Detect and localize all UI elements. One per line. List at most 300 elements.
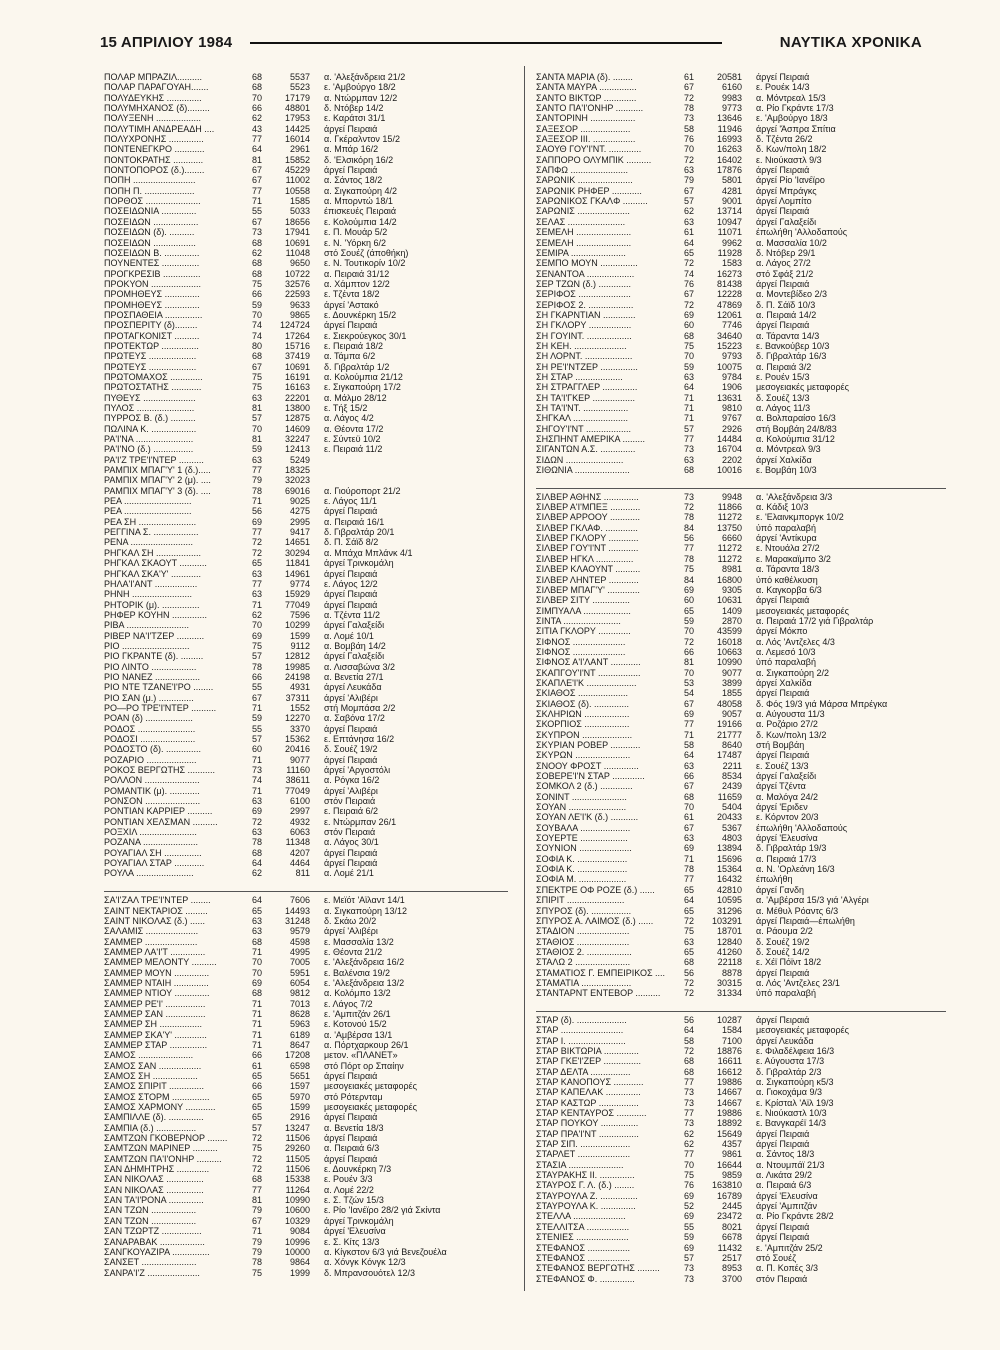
build-year: 70: [683, 144, 694, 155]
tonnage: 32247: [284, 434, 310, 445]
ship-status: ε. Νιούκαστλ 9/3: [756, 154, 822, 165]
tonnage: 15929: [284, 589, 310, 600]
tonnage: 20416: [284, 744, 310, 755]
ship-status: δ. Φός 19/3 γιά Μάρσα Μπρέγκα: [756, 698, 888, 709]
tonnage: 17487: [716, 750, 742, 761]
ship-row: [104, 713, 508, 723]
tonnage: 14961: [284, 568, 310, 579]
ship-status: στό Σουέζ: [756, 1252, 797, 1263]
ship-name: ΣΑΝ ΤΖΩΝ ..................: [104, 1205, 197, 1216]
ship-row: [536, 134, 946, 144]
ship-status: ε. Σύντεϋ 10/2: [324, 434, 381, 445]
ship-status: δ. Γιβραλτάρ 16/3: [756, 351, 827, 362]
ship-name: ΣΗ ΓΟΥΙΝΤ. ..................: [536, 330, 632, 341]
tonnage: 19166: [716, 719, 742, 730]
ship-row: [536, 1046, 946, 1056]
ship-status: α. Βενετία 18/3: [324, 1122, 384, 1133]
ship-status: δ. Γιβραλτάρ 20/1: [324, 527, 395, 538]
build-year: 65: [683, 247, 694, 258]
ship-row: [536, 186, 946, 196]
tonnage: 19886: [716, 1077, 742, 1087]
build-year: 66: [683, 771, 694, 782]
ship-status: δ. Κων/πολη 13/2: [756, 729, 827, 740]
ship-row: [104, 579, 508, 589]
group-gap: [104, 879, 508, 889]
tonnage: 5404: [721, 802, 742, 813]
tonnage: 9793: [721, 351, 742, 362]
build-year: 64: [683, 237, 694, 248]
build-year: 68: [683, 1066, 694, 1077]
ship-status: ε. Μαρακαϊμπο 3/2: [756, 553, 831, 564]
build-year: 68: [683, 791, 694, 802]
ship-row: [536, 206, 946, 216]
ship-name: ΣΑΜΠΙΑ (δ.) ................: [104, 1122, 197, 1133]
tonnage: 14493: [284, 905, 310, 916]
tonnage: 1584: [721, 1025, 742, 1036]
ship-name: ΣΕΡΙΦΟΣ .....................: [536, 289, 631, 300]
ship-status: α. Ράουμα 2/2: [756, 926, 813, 937]
ship-row: [536, 124, 946, 134]
build-year: 66: [251, 103, 262, 114]
build-year: 75: [251, 382, 262, 393]
ship-name: ΠΡΩΤΟΜΑΧΟΣ .............: [104, 371, 203, 382]
tonnage: 10996: [284, 1236, 310, 1247]
ship-name: ΣΠΙΡΙΤ .......................: [536, 895, 625, 906]
ship-row: [536, 709, 946, 719]
ship-name: ΡΙΟ ΝΑΝΕΖ ..................: [104, 671, 201, 682]
tonnage: 18325: [284, 465, 310, 476]
ship-name: ΣΚΥΡΙΑΝ ΡΟΒΕΡ ............: [536, 740, 641, 750]
build-year: 62: [251, 113, 262, 124]
tonnage: 4598: [289, 936, 310, 947]
tonnage: 15649: [716, 1128, 742, 1139]
ship-row: [536, 688, 946, 698]
build-year: 60: [683, 595, 694, 606]
build-year: 77: [683, 434, 694, 445]
ship-name: ΠΟΝΤΟΠΟΡΟΣ (δ.)........: [104, 165, 205, 176]
ship-status: άργεί Μόκπο: [756, 626, 808, 637]
tonnage: 5963: [289, 1019, 310, 1030]
build-year: 75: [683, 1170, 694, 1181]
ship-row: [536, 227, 946, 237]
ship-name: ΣΑΜΜΕΡ ΣΗ .................: [104, 1019, 202, 1030]
ship-row: [104, 1081, 508, 1091]
ship-row: [104, 238, 508, 248]
ship-status: άργεί Πειραιά—έπωλήθη: [756, 915, 855, 926]
ship-row: [104, 796, 508, 806]
ship-status: άργεί 'Αντίκυρα: [756, 533, 817, 544]
tonnage: 48058: [716, 698, 742, 709]
build-year: 52: [683, 1201, 694, 1212]
ship-name: ΡΟΝΤΙΑΝ ΧΕΛΣΜΑΝ ..........: [104, 816, 218, 827]
ship-name: ΣΙΛΒΕΡ ΚΛΑΟΥΝΤ ..........: [536, 564, 641, 575]
ship-row: [536, 351, 946, 361]
ship-status: α. Βομβάη 14/2: [324, 640, 386, 651]
tonnage: 11432: [717, 1242, 742, 1253]
build-year: 57: [251, 734, 262, 744]
ship-name: ΣΑΜΟΣ ΣΤΟΡΜ ...............: [104, 1091, 210, 1102]
ship-status: ύπό παραλαβή: [756, 988, 816, 999]
build-year: 71: [683, 853, 694, 864]
ship-row: [536, 144, 946, 154]
ship-row: [104, 848, 508, 858]
build-year: 61: [251, 1060, 262, 1071]
ship-row: [536, 269, 946, 279]
tonnage: 7746: [721, 320, 742, 331]
ship-row: [104, 1061, 508, 1071]
ship-name: ΣΤΕΛΛΙΤΣΑ .................: [536, 1221, 630, 1232]
ship-row: [536, 812, 946, 822]
build-year: 76: [683, 1180, 694, 1191]
ship-name: ΣΗ ΡΕ'Ι'ΝΤΖΕΡ ...............: [536, 361, 638, 372]
tonnage: 11866: [717, 502, 742, 513]
ship-row: [536, 258, 946, 268]
tonnage: 16789: [716, 1190, 742, 1201]
build-year: 69: [251, 630, 262, 641]
build-year: 74: [251, 320, 262, 331]
tonnage: 34640: [716, 330, 742, 341]
build-year: 55: [251, 723, 262, 734]
ship-status: άργεί Πειραιά: [324, 568, 378, 579]
ship-status: α. Μόντρεαλ 15/3: [756, 92, 826, 103]
ship-name: ΠΟΛΥΤΙΜΗ ΑΝΔΡΕΑΔΗ ....: [104, 123, 215, 134]
ship-status: ε. Ν. 'Υόρκη 6/2: [324, 237, 387, 248]
tonnage: 5651: [289, 1071, 310, 1081]
ship-row: [536, 606, 946, 616]
ship-status: α. Λάγος 27/2: [756, 258, 811, 269]
build-year: 77: [683, 1149, 694, 1160]
ship-status: ε. Βανγκαρέϊ 14/3: [756, 1118, 826, 1129]
ship-status: άργεί Πειραιά: [756, 278, 810, 289]
tonnage: 37311: [285, 692, 310, 703]
ship-status: α. Λικάτα 29/2: [756, 1170, 812, 1181]
build-year: 55: [251, 682, 262, 693]
ship-status: άργεί Πειραιά: [324, 320, 378, 331]
ship-status: άργεί Πειραιά: [324, 723, 378, 734]
ship-row: [536, 626, 946, 636]
ship-row: [104, 341, 508, 351]
tonnage: 10595: [716, 895, 742, 906]
ship-row: [104, 558, 508, 568]
ship-name: ΣΑΡΩΝΙΣ .....................: [536, 206, 630, 217]
ship-status: στή Βομβάη: [756, 740, 805, 750]
build-year: 67: [251, 165, 262, 176]
tonnage: 19886: [716, 1108, 742, 1119]
ship-row: [104, 672, 508, 682]
ship-status: α. Πειραιά 31/12: [324, 268, 390, 279]
tonnage: 9773: [721, 103, 742, 114]
ship-status: ε. Βαλένσια 19/2: [324, 967, 391, 978]
ship-row: [104, 1019, 508, 1029]
tonnage: 1855: [721, 688, 742, 699]
ship-row: [536, 331, 946, 341]
tonnage: 7606: [289, 895, 310, 906]
ship-status: άργεί Πειραιά: [756, 750, 810, 761]
ship-row: [536, 1067, 946, 1077]
tonnage: 17941: [284, 227, 310, 238]
ship-row: [536, 874, 946, 884]
ship-status: δ. Γιβραλτάρ 19/3: [756, 843, 827, 854]
ship-name: ΣΤΕΦΑΝΟΣ .................: [536, 1252, 631, 1263]
ship-status: α. Σιγκαπούρη 13/12: [324, 905, 408, 916]
build-year: 53: [683, 677, 694, 688]
tonnage: 15716: [284, 340, 310, 351]
ship-name: ΣΑΜΜΕΡ ΡΕ'Ι' ................: [104, 998, 206, 1009]
ship-name: ΣΤΑΔΙΟΝ .....................: [536, 926, 630, 937]
ship-status: α. Λάγος 11/3: [756, 403, 811, 413]
ship-name: ΡΟΥΑΓΙΑΛ ΣΗ ...............: [104, 847, 202, 858]
build-year: 73: [683, 1118, 694, 1129]
ship-row: [104, 1174, 508, 1184]
ship-name: ΣΗ ΓΚΛΟΡΥ .................: [536, 320, 632, 331]
ship-status: ε. Σ. Τζών 15/3: [324, 1195, 384, 1206]
ship-status: α. Σαβόνα 17/2: [324, 713, 385, 724]
build-year: 63: [251, 827, 262, 838]
ship-name: ΣΙΛΒΕΡ ΓΚΛΑΦ. .............: [536, 522, 638, 533]
ship-name: ΣΤΑΡ ΚΑΝΟΠΟΥΣ ............: [536, 1077, 644, 1087]
ship-row: [536, 362, 946, 372]
ship-name: ΣΚΑΠΓΟΥ'Ι'ΝΤ .................: [536, 667, 641, 678]
ship-name: ΣΗΓΟΥ'Ι'ΝΤ ..................: [536, 423, 632, 434]
ship-status: στό Πόρτ ορ Σπαίην: [324, 1060, 404, 1071]
ship-name: ΡΙΒΕΡ ΝΑ'Ι'ΤΖΕΡ ...........: [104, 630, 205, 641]
build-year: 71: [251, 1019, 262, 1030]
tonnage: 2995: [289, 516, 310, 527]
tonnage: 18701: [716, 926, 742, 937]
build-year: 57: [683, 423, 694, 434]
ship-row: [536, 1036, 946, 1046]
tonnage: 31248: [284, 915, 310, 926]
ship-status: α. Λομέ 10/1: [324, 630, 374, 641]
build-year: 74: [251, 775, 262, 786]
ship-row: [104, 1133, 508, 1143]
ship-row: [104, 755, 508, 765]
tonnage: 9112: [290, 640, 310, 651]
ship-status: ε. Σιεκρούεγκος 30/1: [324, 330, 407, 341]
ship-name: ΣΤΕΦΑΝΟΣ ΒΕΡΓΩΤΗΣ .........: [536, 1263, 660, 1274]
ship-status: άργεί Πειραιά: [324, 1133, 378, 1144]
ship-status: άργεί Πειραιά: [324, 858, 378, 869]
ship-name: ΣΗ ΓΚΑΡΝΤΙΑΝ .............: [536, 309, 636, 320]
ship-row: [536, 455, 946, 465]
ship-name: ΣΑΝΤΑ ΜΑΡΙΑ (δ). ........: [536, 72, 633, 82]
ship-name: ΣΑΝ ΝΙΚΟΛΑΣ ...............: [104, 1184, 204, 1195]
ship-status: α. Ροζάριο 27/2: [756, 719, 818, 730]
tonnage: 17953: [284, 113, 310, 124]
tonnage: 1409: [721, 605, 742, 616]
ship-name: ΣΑΜΜΕΡ .....................: [104, 936, 198, 947]
build-year: 64: [251, 144, 262, 155]
tonnage: 15364: [716, 864, 742, 875]
ship-status: άργεί Πειραιά: [756, 72, 810, 82]
ship-status: δ. Τζέντα 26/2: [756, 134, 813, 145]
ship-status: α. Κάδιξ 10/3: [756, 502, 809, 513]
ship-status: α. Γιοκοχάμα 9/3: [756, 1087, 823, 1098]
tonnage: 11928: [717, 247, 742, 258]
ship-status: α. Σάντος 18/2: [324, 175, 383, 186]
ship-status: στόν Πειραιά: [324, 796, 376, 807]
ship-name: ΠΟΛΥΧΡΟΝΗΣ ..............: [104, 134, 204, 145]
ship-row: [536, 647, 946, 657]
tonnage: 48801: [284, 103, 310, 114]
ship-row: [536, 217, 946, 227]
ship-status: ε. Δουνκέρκη 7/3: [324, 1164, 392, 1175]
build-year: 71: [251, 196, 262, 207]
ship-row: [536, 678, 946, 688]
ship-row: [104, 693, 508, 703]
group-rule: [104, 891, 508, 892]
build-year: 69: [251, 806, 262, 817]
tonnage: 16644: [716, 1159, 742, 1170]
ship-row: [104, 868, 508, 878]
ship-row: [104, 1257, 508, 1267]
ship-name: ΣΑΜΜΕΡ ΣΑΝ ................: [104, 1008, 206, 1019]
ship-status: δ. Ντόβερ 14/2: [324, 103, 384, 114]
ship-row: [536, 434, 946, 444]
ship-status: ε. Χέϊ Πόϊντ 18/2: [756, 957, 822, 968]
ship-status: α. Ρίο Γκράντε 17/3: [756, 103, 834, 114]
ship-name: ΠΥΡΡΟΣ Β. (δ.) ..........: [104, 413, 196, 424]
ship-status: α. Ρίο Γκράντε 28/2: [756, 1211, 834, 1222]
ship-row: [536, 1170, 946, 1180]
ship-status: άργεί Πειραιά: [324, 754, 378, 765]
build-year: 67: [683, 781, 694, 792]
build-year: 70: [251, 967, 262, 978]
ship-status: άργεί Πειραιά: [756, 967, 810, 978]
group-rule: [536, 488, 946, 489]
ship-name: ΣΑΝΤΟ ΠΑ'Ι'ΟΝΗΡ ...........: [536, 103, 644, 114]
ship-name: ΠΟΡΘΟΣ ......................: [104, 196, 201, 207]
tonnage: 8981: [721, 564, 742, 575]
tonnage: 1585: [289, 196, 310, 207]
ship-row: [536, 1243, 946, 1253]
ship-status: άργεί Πειραιά: [324, 1153, 378, 1164]
ship-status: δ. Μπρανσουότελ 12/3: [324, 1267, 415, 1278]
ship-row: [536, 802, 946, 812]
build-year: 74: [251, 330, 262, 341]
tonnage: 5951: [289, 967, 310, 978]
ship-list-left-column: [104, 72, 508, 1278]
tonnage: 5249: [289, 454, 310, 465]
ship-name: ΣΑΜΜΕΡ ΣΚΑ'Υ' .............: [104, 1029, 207, 1040]
ship-name: ΣΙΦΝΟΣ .....................: [536, 636, 626, 647]
ship-status: στό Σφάξ 21/2: [756, 268, 814, 279]
ship-name: ΠΟΣΕΙΔΩΝΙΑ ..............: [104, 206, 197, 217]
ship-name: ΣΤΕΦΑΝΟΣ Φ. ..............: [536, 1273, 635, 1284]
tonnage: 5801: [721, 175, 742, 186]
ship-status: στή Βομβάη 24/8/83: [756, 423, 837, 434]
tonnage: 31296: [716, 905, 742, 916]
ship-row: [536, 554, 946, 564]
tonnage: 6678: [721, 1232, 742, 1243]
build-year: 65: [683, 946, 694, 957]
build-year: 68: [683, 465, 694, 476]
ship-status: στή Μομπάσα 2/2: [324, 702, 396, 713]
tonnage: 4995: [289, 946, 310, 957]
tonnage: 6660: [721, 533, 742, 544]
ship-row: [536, 968, 946, 978]
ship-status: άργεί Πειραιά: [324, 599, 378, 610]
build-year: 72: [683, 92, 694, 103]
ship-status: α. Πειραιά 17/2 γιά Γιβραλτάρ: [756, 615, 874, 626]
ship-status: άργεί 'Άσπρα Σπίτια: [756, 123, 836, 134]
ship-name: ΡΟΔΟΣ .......................: [104, 723, 196, 734]
tonnage: 811: [295, 868, 310, 879]
tonnage: 2517: [721, 1252, 742, 1263]
ship-name: ΡΙΟ ΛΙΝΤΟ ..................: [104, 661, 197, 672]
tonnage: 30294: [284, 547, 310, 558]
ship-status: άργεί 'Αμπιτζάν: [756, 1201, 817, 1212]
tonnage: 9084: [289, 1226, 310, 1237]
ship-row: [536, 372, 946, 382]
tonnage: 10663: [716, 646, 742, 657]
ship-status: άργεί Γανδη: [756, 884, 805, 895]
ship-row: [536, 523, 946, 533]
build-year: 77: [251, 578, 262, 589]
ship-name: ΣΙΛΒΕΡ ΗΓΚΛ ...............: [536, 553, 634, 564]
ship-status: ε. 'Αλεξάνδρεια 13/2: [324, 977, 405, 988]
build-year: 78: [251, 1257, 262, 1268]
tonnage: 17264: [284, 330, 310, 341]
tonnage: 9305: [721, 584, 742, 595]
ship-row: [104, 1050, 508, 1060]
build-year: 62: [683, 1128, 694, 1139]
ship-row: [104, 1216, 508, 1226]
ship-status: άργεί Τρινκομάλη: [324, 558, 394, 569]
ship-status: άργεί Πειραιά: [324, 1112, 378, 1123]
ship-name: ΣΙΦΝΟΣ Α'Ι'ΛΑΝΤ ............: [536, 657, 641, 668]
ship-name: ΡΟΔΟΣΙ ......................: [104, 734, 196, 744]
tonnage: 3370: [289, 723, 310, 734]
ship-name: ΣΑΠΠΟΡΟ ΟΛΥΜΠΙΚ ..........: [536, 154, 652, 165]
ship-status: άργεί Πειραιά: [756, 688, 810, 699]
tonnage: 11505: [285, 1153, 310, 1164]
ship-row: [536, 1129, 946, 1139]
ship-status: α. Ντώρμπαν 12/2: [324, 92, 398, 103]
build-year: 57: [683, 1252, 694, 1263]
ship-name: ΣΗ ΤΑ'Ι'ΓΚΕΡ .................: [536, 392, 635, 403]
ship-name: ΣΑΠΦΩ .......................: [536, 165, 628, 176]
ship-row: [536, 730, 946, 740]
tonnage: 9650: [289, 258, 310, 269]
tonnage: 16018: [716, 636, 742, 647]
ship-row: [104, 926, 508, 936]
tonnage: 11272: [717, 553, 742, 564]
build-year: 68: [251, 237, 262, 248]
tonnage: 5367: [721, 822, 742, 833]
ship-name: ΣΠΥΡΟΣ (δ). ................: [536, 905, 632, 916]
build-year: 68: [251, 936, 262, 947]
build-year: 78: [251, 837, 262, 848]
ship-row: [536, 792, 946, 802]
tonnage: 11071: [717, 227, 742, 238]
tonnage: 18876: [716, 1045, 742, 1056]
ship-name: ΡΟΑΝ (δ) ...................: [104, 713, 193, 724]
tonnage: 4803: [721, 833, 742, 844]
tonnage: 13750: [716, 522, 742, 533]
build-year: 64: [683, 1025, 694, 1036]
tonnage: 2202: [721, 454, 742, 465]
ship-name: ΣΑΝ ΔΗΜΗΤΡΗΣ .............: [104, 1164, 210, 1175]
ship-row: [104, 1102, 508, 1112]
ship-row: [536, 1025, 946, 1035]
tonnage: 9025: [289, 496, 310, 507]
ship-status: άργεί Λευκάδα: [324, 682, 382, 693]
ship-name: ΣΟΜΚΟΛ 2 (δ.) .............: [536, 781, 633, 792]
ship-row: [104, 827, 508, 837]
ship-status: α. Μοντεβίδεο 2/3: [756, 289, 827, 300]
ship-status: ε. Λάγος 12/2: [324, 578, 378, 589]
